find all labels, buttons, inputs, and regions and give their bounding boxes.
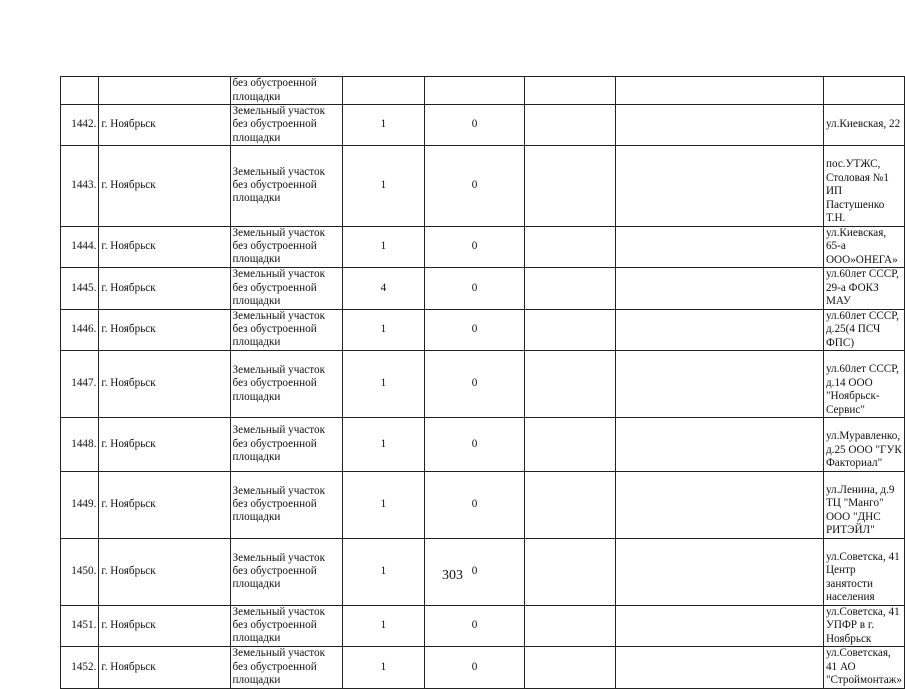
- register-table: [60, 76, 905, 689]
- row-city: г. Ноябрьск: [99, 418, 230, 472]
- row-object-type: Земельный участок без обустроенной площадки: [230, 268, 342, 310]
- row-object-type: Земельный участок без обустроенной площадки: [230, 647, 342, 689]
- row-city: г. Ноябрьск: [99, 226, 230, 268]
- row-address: ул.Киевская, 22: [823, 105, 904, 146]
- row-quantity: 1: [342, 309, 425, 351]
- row-quantity: 1: [342, 105, 425, 146]
- row-empty-cell: [615, 309, 823, 351]
- row-number: 1448.: [61, 418, 99, 472]
- row-city: г. Ноябрьск: [99, 647, 230, 689]
- row-quantity: 1: [342, 538, 425, 605]
- row-quantity: 4: [342, 268, 425, 310]
- row-empty-cell: [615, 647, 823, 689]
- row-object-type: Земельный участок без обустроенной площадки: [230, 309, 342, 351]
- row-empty-cell: [615, 226, 823, 268]
- row-city: г. Ноябрьск: [99, 471, 230, 538]
- row-address: ул.60лет СССР, 29-а ФОКЗ МАУ: [823, 268, 904, 310]
- table-row: [61, 605, 905, 647]
- table-row: [61, 471, 905, 538]
- row-quantity-secondary: 0: [425, 418, 525, 472]
- row-address: пос.УТЖС, Столовая №1 ИП Пастушенко Т.Н.: [823, 146, 904, 227]
- row-quantity-secondary: 0: [425, 146, 525, 227]
- row-quantity-secondary: 0: [425, 226, 525, 268]
- row-address: ул.Советска, 41 УПФР в г. Ноябрьск: [823, 605, 904, 647]
- row-quantity-secondary: 0: [425, 309, 525, 351]
- row-object-type: Земельный участок без обустроенной площадки: [230, 418, 342, 472]
- row-quantity: 1: [342, 471, 425, 538]
- row-city: г. Ноябрьск: [99, 351, 230, 418]
- row-object-type: Земельный участок без обустроенной площадки: [230, 471, 342, 538]
- table-row: [61, 146, 905, 227]
- row-city: г. Ноябрьск: [99, 309, 230, 351]
- row-number: [61, 77, 99, 105]
- row-quantity: 1: [342, 351, 425, 418]
- row-quantity: 1: [342, 647, 425, 689]
- table-row: [61, 418, 905, 472]
- row-empty-cell: [524, 77, 615, 105]
- table-row: [61, 351, 905, 418]
- row-address: ул.Советска, 41 Центр занятости населения: [823, 538, 904, 605]
- row-quantity: 1: [342, 146, 425, 227]
- row-quantity-secondary: 0: [425, 351, 525, 418]
- row-empty-cell: [524, 647, 615, 689]
- row-empty-cell: [615, 351, 823, 418]
- row-address: ул.60лет СССР, д.25(4 ПСЧ ФПС): [823, 309, 904, 351]
- row-empty-cell: [524, 605, 615, 647]
- row-empty-cell: [524, 351, 615, 418]
- row-empty-cell: [524, 146, 615, 227]
- row-quantity-secondary: 0: [425, 605, 525, 647]
- row-number: 1444.: [61, 226, 99, 268]
- table-row: [61, 105, 905, 146]
- row-address: ул.Муравленко, д.25 ООО "ГУК Факториал": [823, 418, 904, 472]
- row-number: 1449.: [61, 471, 99, 538]
- table-row: [61, 226, 905, 268]
- row-address: ул.Ленина, д.9 ТЦ "Манго" ООО "ДНС РИТЭЙЛ": [823, 471, 904, 538]
- row-address: ул.Киевская, 65-а ООО»ОНЕГА»: [823, 226, 904, 268]
- row-number: 1443.: [61, 146, 99, 227]
- row-quantity-secondary: 0: [425, 647, 525, 689]
- row-object-type: без обустроенной площадки: [230, 77, 342, 105]
- row-quantity: [342, 77, 425, 105]
- row-number: 1451.: [61, 605, 99, 647]
- row-city: г. Ноябрьск: [99, 105, 230, 146]
- row-address: [823, 77, 904, 105]
- register-table-body: [61, 77, 905, 689]
- row-quantity-secondary: [425, 77, 525, 105]
- row-address: ул.60лет СССР, д.14 ООО "Ноябрьск-Сервис": [823, 351, 904, 418]
- row-number: 1442.: [61, 105, 99, 146]
- row-empty-cell: [524, 105, 615, 146]
- table-row: [61, 268, 905, 310]
- row-empty-cell: [524, 268, 615, 310]
- table-row: [61, 647, 905, 689]
- row-object-type: Земельный участок без обустроенной площадки: [230, 105, 342, 146]
- row-object-type: Земельный участок без обустроенной площадки: [230, 605, 342, 647]
- row-city: [99, 77, 230, 105]
- row-quantity-secondary: 0: [425, 268, 525, 310]
- row-quantity-secondary: 0: [425, 105, 525, 146]
- row-empty-cell: [615, 268, 823, 310]
- row-empty-cell: [524, 309, 615, 351]
- row-number: 1450.: [61, 538, 99, 605]
- row-number: 1445.: [61, 268, 99, 310]
- row-empty-cell: [615, 418, 823, 472]
- row-city: г. Ноябрьск: [99, 146, 230, 227]
- row-empty-cell: [615, 146, 823, 227]
- row-object-type: Земельный участок без обустроенной площадки: [230, 538, 342, 605]
- row-empty-cell: [615, 105, 823, 146]
- row-empty-cell: [524, 471, 615, 538]
- row-number: 1447.: [61, 351, 99, 418]
- row-empty-cell: [615, 77, 823, 105]
- page-number: 303: [442, 568, 463, 583]
- row-quantity: 1: [342, 418, 425, 472]
- row-address: ул.Советская, 41 АО "Строймонтаж»: [823, 647, 904, 689]
- row-quantity: 1: [342, 226, 425, 268]
- row-object-type: Земельный участок без обустроенной площадки: [230, 146, 342, 227]
- row-object-type: Земельный участок без обустроенной площадки: [230, 226, 342, 268]
- row-number: 1446.: [61, 309, 99, 351]
- table-row-continued: [61, 77, 905, 105]
- row-object-type: Земельный участок без обустроенной площадки: [230, 351, 342, 418]
- row-city: г. Ноябрьск: [99, 538, 230, 605]
- row-quantity-secondary: 0: [425, 471, 525, 538]
- row-quantity: 1: [342, 605, 425, 647]
- row-city: г. Ноябрьск: [99, 268, 230, 310]
- row-number: 1452.: [61, 647, 99, 689]
- table-row: [61, 309, 905, 351]
- row-quantity-secondary: 0: [425, 538, 525, 605]
- row-empty-cell: [615, 471, 823, 538]
- row-empty-cell: [615, 605, 823, 647]
- row-city: г. Ноябрьск: [99, 605, 230, 647]
- row-empty-cell: [524, 226, 615, 268]
- row-empty-cell: [524, 418, 615, 472]
